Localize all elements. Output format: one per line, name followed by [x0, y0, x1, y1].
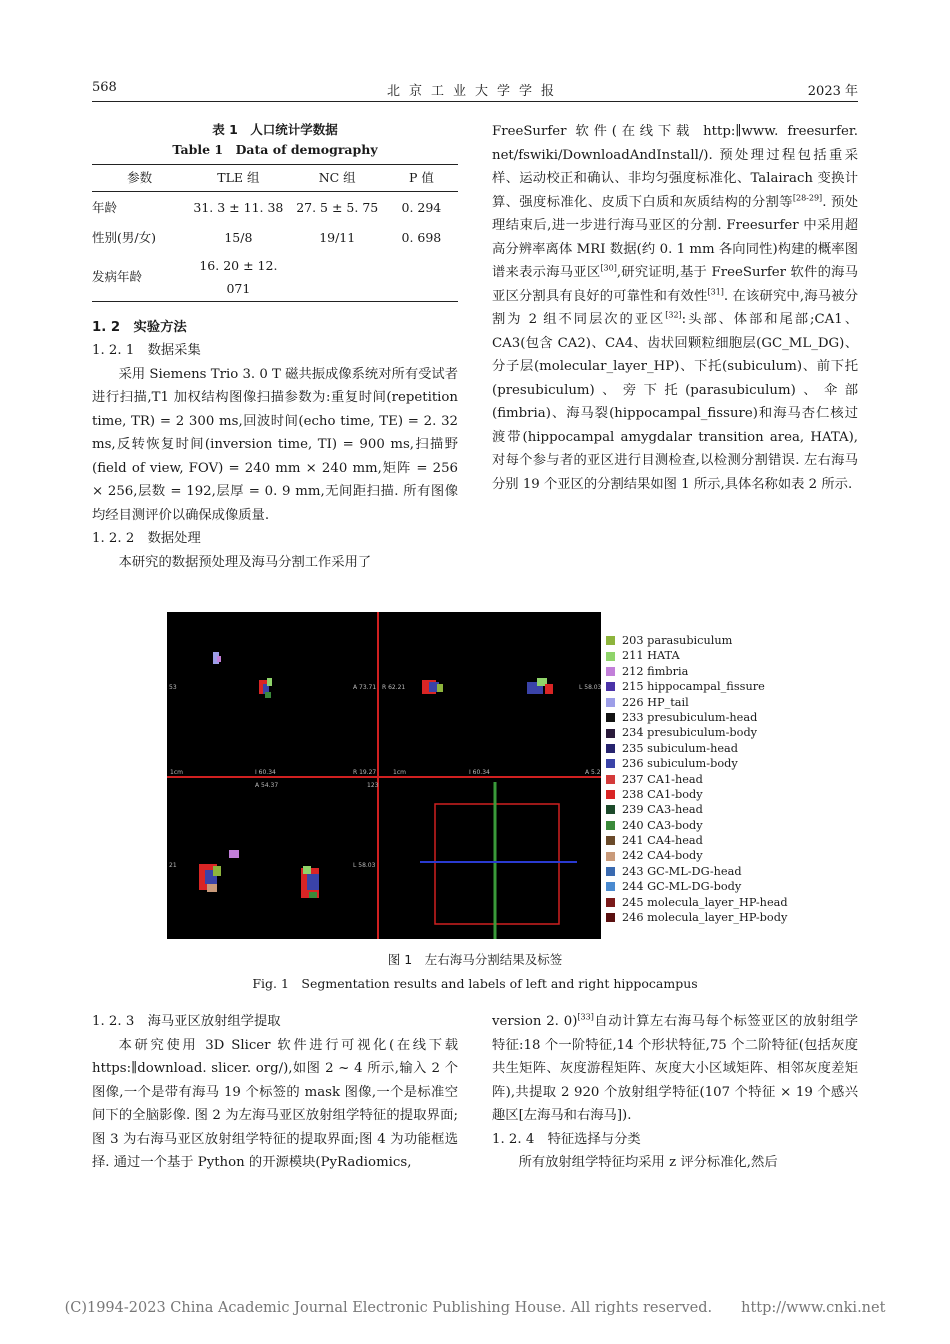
viewer-label: R 19.27 [353, 769, 377, 776]
legend-item [606, 710, 826, 725]
legend-swatch [606, 790, 615, 799]
journal-name: 北京工业大学学报 [386, 84, 563, 99]
legend-swatch [606, 744, 615, 753]
legend-swatch [606, 821, 615, 830]
legend-label: 215 hippocampal_fissure [622, 680, 765, 694]
legend-swatch [606, 652, 615, 661]
legend-label: 211 HATA [622, 649, 680, 663]
text-run: . 在该研究中,海马被分割为 2 组不同层次的亚区 [492, 288, 858, 327]
citation: [32] [665, 310, 682, 320]
table-header: P 值 [385, 165, 458, 192]
table-row [92, 254, 458, 302]
viewer-label: 1cm [170, 769, 183, 776]
legend-item [606, 664, 826, 679]
legend-swatch [606, 805, 615, 814]
legend-label: 236 subiculum-body [622, 757, 738, 771]
demography-table [92, 164, 458, 302]
citation: [33] [577, 1012, 594, 1022]
legend-item [606, 695, 826, 710]
legend-swatch [606, 836, 615, 845]
paragraph: 本研究使用 3D Slicer 软件进行可视化(在线下载 https:∥download. slicer. org/),如图 2 ~ 4 所示,输入 2 个图像,一个是带有海马 19 个标签的 mask 图像,一个是标准空间下的全脑影像. 图 2 为左海马亚区放射组学特征的提取界面;图 3 为右海马亚区放射组学特征的提取界面;图 4 为功能框选择. 通过一个基于 Python 的开源模块(PyRadiomics, [92, 1037, 458, 1170]
table-cell: 年龄 [92, 199, 118, 215]
citation: [28-29] [792, 193, 823, 203]
paragraph [492, 1010, 858, 1128]
left-column-top [92, 120, 458, 574]
table-header: NC 组 [290, 165, 385, 192]
legend-item [606, 772, 826, 787]
legend-item [606, 895, 826, 910]
legend-swatch [606, 852, 615, 861]
table-cell: 性别(男/女) [92, 230, 156, 246]
subsection-heading: 1. 2. 3 海马亚区放射组学提取 [92, 1014, 281, 1029]
segmentation-viewer-image [167, 612, 601, 939]
paragraph: 采用 Siemens Trio 3. 0 T 磁共振成像系统对所有受试者进行扫描,T1 加权结构图像扫描参数为:重复时间(repetition time, TR) = 2 300 ms,回波时间(echo time, TE) = 2. 32 ms,反转恢复时间(inversion time, TI) = 900 ms,扫描野(field of view, FOV) = 240 mm × 240 mm,矩阵 = 256 × 256,层数 = 192,层厚 = 0. 9 mm,无间距扫描. 所有图像均经目测评价以确保成像质量. [92, 366, 459, 523]
table-cell: 发病年龄 [92, 254, 187, 302]
figure1-caption-en: Fig. 1 Segmentation results and labels of left and right hippocampus [252, 976, 698, 991]
legend-label: 226 HP_tail [622, 695, 689, 709]
viewer-label: 1cm [393, 769, 406, 776]
legend-label: 237 CA1-head [622, 772, 703, 786]
legend-item [606, 802, 826, 817]
legend-item [606, 848, 826, 863]
viewer-label: L 58.03 [353, 862, 376, 869]
table-cell [385, 254, 458, 302]
legend-label: 241 CA4-head [622, 834, 703, 848]
table-cell: 0. 698 [401, 230, 442, 246]
table-row [92, 223, 458, 254]
legend-item [606, 756, 826, 771]
journal-year: 2023 年 [807, 84, 858, 99]
table-header-row [92, 165, 458, 192]
right-column-bottom [492, 1010, 858, 1175]
subsection-heading: 1. 2. 2 数据处理 [92, 531, 201, 546]
viewer-label: A 73.71 [353, 684, 377, 691]
viewer-svg [167, 612, 601, 939]
legend-label: 238 CA1-body [622, 787, 703, 801]
text-run: FreeSurfer 软件(在线下载 http:∥www. freesurfer. net/fswiki/DownloadAndInstall/). 预处理过程包括重采样、运动校正和确认、非均匀强度标准化、Talairach 变换计算、强度标准化、皮质下白质和灰质结构的分割等 [492, 124, 858, 210]
table1-caption-en: Table 1 Data of demography [172, 142, 378, 157]
legend-label: 233 presubiculum-head [622, 710, 758, 724]
legend-label: 203 parasubiculum [622, 634, 733, 647]
legend-swatch [606, 698, 615, 707]
text-run: version 2. 0) [492, 1014, 578, 1029]
table-cell: 15/8 [224, 230, 253, 246]
viewer-label: 53 [169, 684, 177, 691]
table1-caption-cn: 表 1 人口统计学数据 [212, 122, 338, 137]
legend-item [606, 879, 826, 894]
legend-label: 239 CA3-head [622, 803, 703, 817]
legend-label: 235 subiculum-head [622, 741, 739, 755]
table-cell: 27. 5 ± 5. 75 [296, 199, 379, 215]
text-run: :头部、体部和尾部;CA1、CA3(包含 CA2)、CA4、齿状回颗粒细胞层(GC_ML_DG)、分子层(molecular_layer_HP)、下托(subiculum)、前下托(presubiculum)、旁下托(parasubiculum)、伞部(fimbria)、海马裂(hippocampal_fissure)和海马杏仁核过渡带(hippocampal amygdalar transition area, HATA),对每个参与者的亚区进行目测检查,以检测分割错误. 左右海马分别 19 个亚区的分割结果如图 1 所示,具体名称如表 2 所示. [492, 312, 858, 492]
table-cell: 19/11 [319, 230, 356, 246]
right-column-top [492, 120, 858, 496]
citation: [30] [600, 263, 617, 273]
page-number: 568 [92, 80, 117, 95]
table-header: 参数 [92, 165, 187, 192]
legend-label: 240 CA3-body [622, 818, 703, 832]
legend-label: 234 presubiculum-body [622, 726, 758, 740]
text-run: 自动计算左右海马每个标签亚区的放射组学特征:18 个一阶特征,14 个形状特征,75 个二阶特征(包括灰度共生矩阵、灰度游程矩阵、灰度大小区域矩阵、相邻灰度差矩阵),共提取 2 920 个放射组学特征(107 个特征 × 19 个感兴趣区[左海马和右海马]). [492, 1014, 859, 1123]
legend-swatch [606, 667, 615, 676]
viewer-label: 21 [169, 862, 177, 869]
legend-swatch [606, 759, 615, 768]
table-cell: 16. 20 ± 12. 071 [187, 254, 289, 302]
legend-label: 243 GC-ML-DG-head [622, 864, 742, 878]
legend-item [606, 679, 826, 694]
legend-swatch [606, 775, 615, 784]
legend-item [606, 818, 826, 833]
citation: [31] [707, 287, 724, 297]
paragraph: 所有放射组学特征均采用 z 评分标准化,然后 [518, 1155, 778, 1170]
subsection-heading: 1. 2. 1 数据采集 [92, 343, 201, 358]
table-cell: 0. 294 [401, 199, 442, 215]
legend-label: 212 fimbria [622, 664, 689, 678]
table-cell [290, 254, 385, 302]
legend-swatch [606, 713, 615, 722]
legend-item [606, 741, 826, 756]
legend-item [606, 864, 826, 879]
legend-label: 244 GC-ML-DG-body [622, 880, 742, 894]
legend-item [606, 633, 826, 648]
figure1-caption-cn: 图 1 左右海马分割结果及标签 [387, 952, 563, 967]
viewer-label: I 60.34 [469, 769, 490, 776]
header-rule [92, 101, 858, 102]
table-cell: 31. 3 ± 11. 38 [193, 199, 284, 215]
viewer-label: A 54.37 [255, 782, 279, 789]
table-row [92, 192, 458, 223]
viewer-label: R 62.21 [382, 684, 406, 691]
figure-legend [606, 633, 826, 925]
legend-item [606, 910, 826, 925]
running-header [92, 80, 858, 100]
viewer-label: L 58.03 [579, 684, 601, 691]
legend-item [606, 787, 826, 802]
legend-label: 242 CA4-body [622, 849, 703, 863]
legend-label: 245 molecula_layer_HP-head [622, 895, 788, 909]
legend-label: 246 molecula_layer_HP-body [622, 911, 788, 925]
legend-swatch [606, 682, 615, 691]
legend-swatch [606, 729, 615, 738]
legend-swatch [606, 636, 615, 645]
left-column-bottom [92, 1010, 458, 1175]
section-heading: 1. 2 实验方法 [92, 319, 187, 335]
legend-item [606, 725, 826, 740]
viewer-label: I 60.34 [255, 769, 276, 776]
viewer-label: 123 [367, 782, 379, 789]
copyright-footer: (C)1994-2023 China Academic Journal Electronic Publishing House. All rights reserved. http://www.cnki.net [64, 1300, 886, 1316]
paragraph: 本研究的数据预处理及海马分割工作采用了 [118, 554, 372, 570]
viewer-label: A 5.2 [585, 769, 601, 776]
legend-swatch [606, 867, 615, 876]
text-run: . 预处理结束后,进一步进行海马亚区的分割. Freesurfer 中采用超高分辨率离体 MRI 数据(约 0. 1 mm 各向同性)构建的概率图谱来表示海马亚区 [492, 194, 858, 280]
legend-item [606, 648, 826, 663]
paragraph [492, 120, 858, 496]
legend-swatch [606, 898, 615, 907]
text-run: ,研究证明,基于 FreeSurfer 软件的海马亚区分割具有良好的可靠性和有效性 [492, 265, 859, 304]
legend-swatch [606, 913, 615, 922]
table-header: TLE 组 [187, 165, 289, 192]
legend-item [606, 833, 826, 848]
legend-swatch [606, 882, 615, 891]
subsection-heading: 1. 2. 4 特征选择与分类 [492, 1131, 641, 1147]
